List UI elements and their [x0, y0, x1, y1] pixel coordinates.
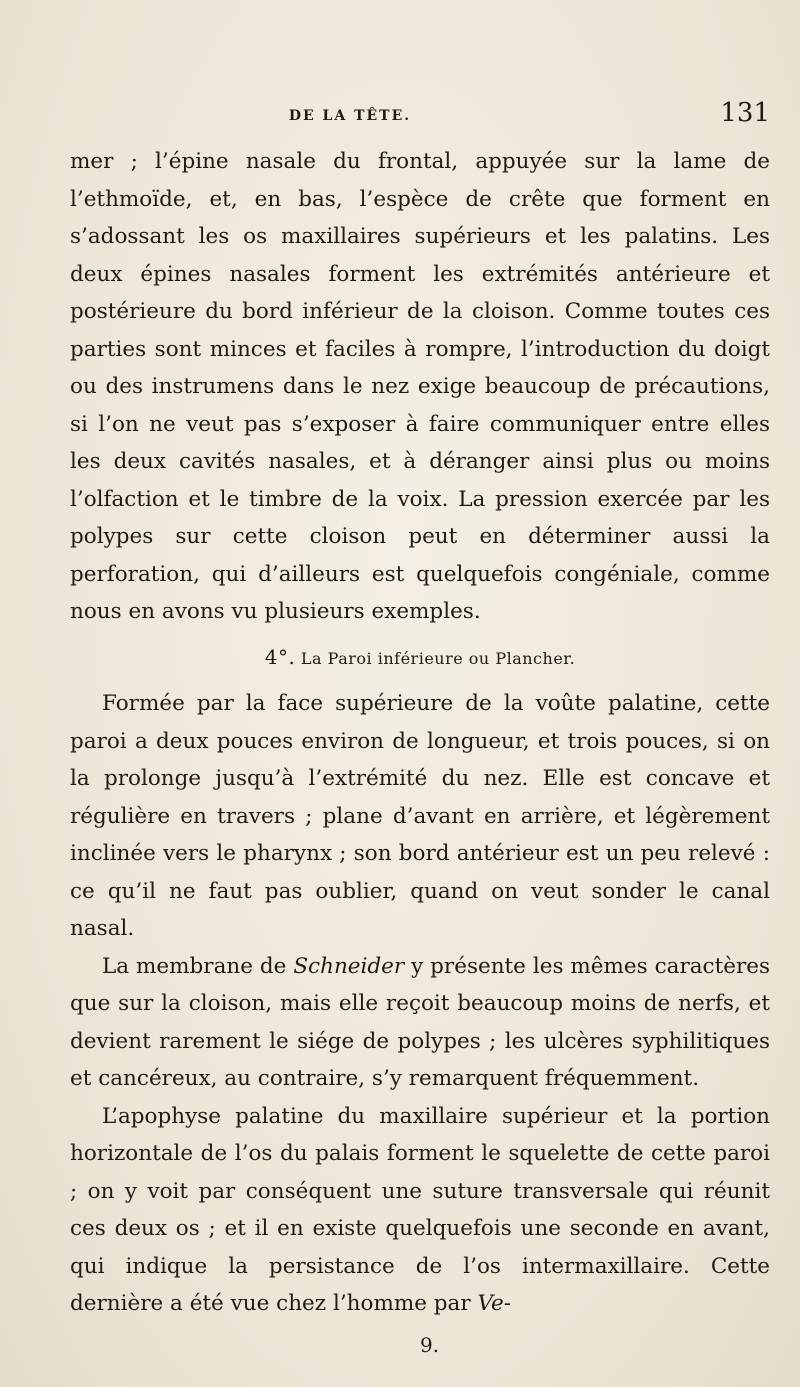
paragraph: Formée par la face supérieure de la voûte palatine, cette paroi a deux pouces environ de longueur, et trois pouces, si on la prolonge jusqu’à l’extrémité du nez. Elle est concave et régulière en travers ; plane d’avant en arrière, et légèrement inclinée vers le pharynx ; son bord antérieur est un peu relevé : ce qu’il ne faut pas oublier, quand on veut sonder le canal nasal. [70, 691, 770, 941]
paragraph [70, 1098, 770, 1323]
paragraph [70, 948, 770, 1098]
body-text [70, 143, 770, 1323]
paragraph: mer ; l’épine nasale du frontal, appuyée sur la lame de l’ethmoïde, et, en bas, l’espèce de crête que forment en s’adossant les os maxillaires supérieurs et les palatins. Les deux épines nasales forment les extrémités antérieure et postérieure du bord inférieur de la cloison. Comme toutes ces parties sont minces et faciles à rompre, l’introduction du doigt ou des instrumens dans le nez exige beaucoup de précautions, si l’on ne veut pas s’exposer à faire communiquer entre elles les deux cavités nasales, et à déranger ainsi plus ou moins l’olfaction et le timbre de la voix. La pression exercée par les polypes sur cette cloison peut en déterminer aussi la perforation, qui d’ailleurs est quelquefois congéniale, comme nous en avons vu plusieurs exemples. [70, 149, 770, 624]
text-run: y présente les mêmes caractères que sur la cloison, mais elle reçoit beaucoup moins de nerfs, et devient rarement le siége de polypes ; les ulcères syphilitiques et cancéreux, au contraire, s’y remarquent fréquemment. [70, 953, 770, 1091]
running-head [70, 98, 770, 138]
subheading-number: 4°. [264, 644, 296, 669]
text-run: L’apophyse palatine du maxillaire supérieur et la portion horizontale de l’os du palais forment le squelette de cette paroi ; on y voit par conséquent une suture transversale qui réunit ces deux os ; et il en existe quelquefois une seconde en avant, qui indique la persistance de l’os intermaxillaire. Cette dernière a été vue chez l’homme par [70, 1103, 770, 1316]
text-run: La membrane de [102, 953, 294, 979]
subheading-text: La Paroi inférieure ou Plancher. [300, 648, 576, 668]
author-name: Ve- [477, 1291, 512, 1316]
page-number: 131 [720, 98, 770, 128]
running-head-title: DE LA TÊTE. [288, 108, 412, 124]
section-subheading [70, 639, 770, 678]
author-name: Schneider [293, 953, 405, 979]
signature-mark: 9. [420, 1333, 440, 1357]
